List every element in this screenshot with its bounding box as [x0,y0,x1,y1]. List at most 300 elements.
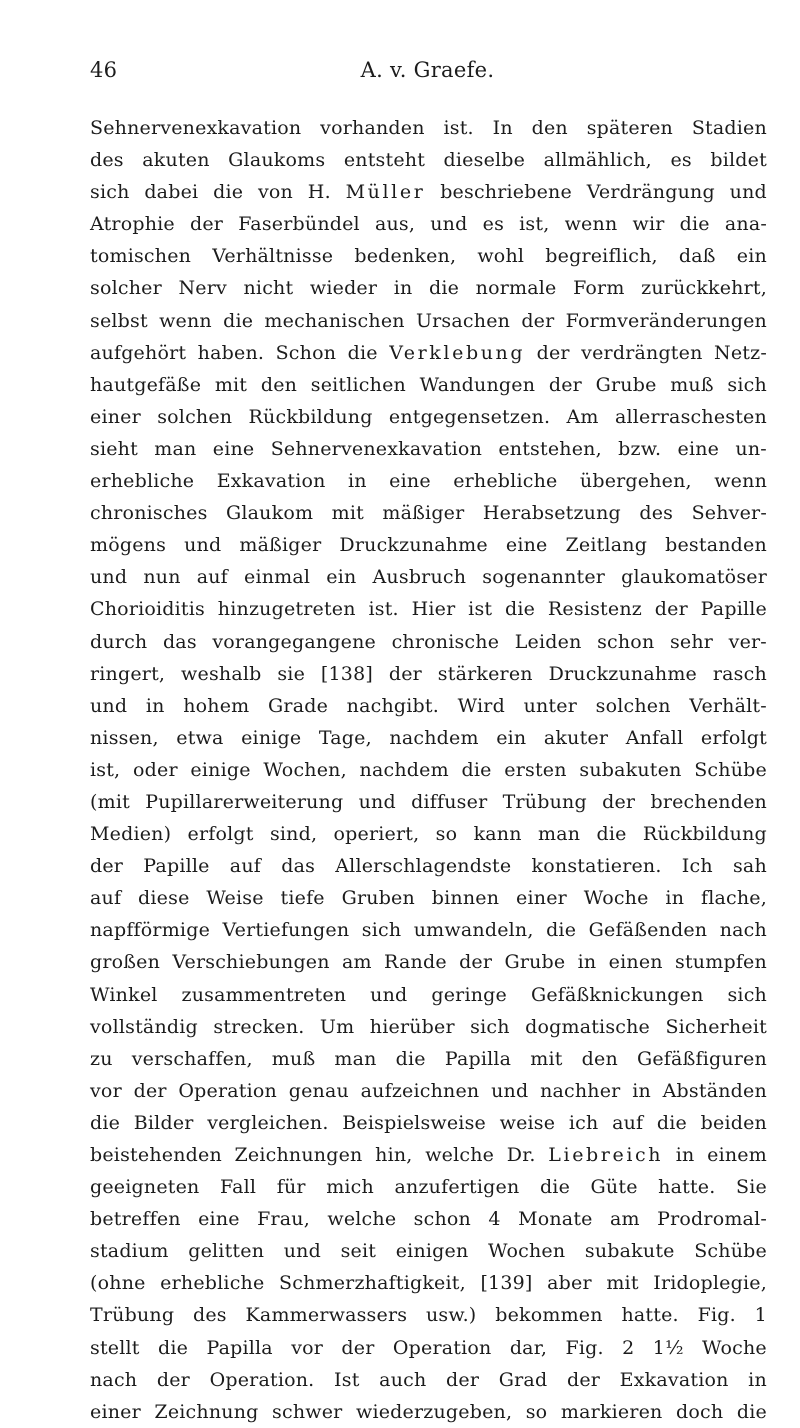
word: einen [608,951,663,974]
word: 1½ [652,1336,684,1359]
word: akuten [142,149,210,172]
word: und [184,534,222,557]
word: Verschiebungen [172,951,330,974]
word: ist. [368,598,399,621]
word: sehr [669,630,714,653]
word: selbst [90,309,148,332]
word: und [90,694,128,717]
word: Ich [681,855,713,878]
word: der [654,598,688,621]
word: vorhanden [320,117,425,139]
word: bedenken, [354,245,457,268]
word: Operation [392,1336,492,1359]
word: sie [277,662,306,685]
word: Güte [590,1176,638,1199]
text-line [90,1299,767,1331]
word: gelitten [188,1240,265,1263]
text-line [90,882,767,914]
word: vergleichen. [207,1111,329,1134]
word: wenn [159,309,212,332]
word: Anfall [625,726,684,749]
word: Gruben [341,887,415,910]
word: und [491,1079,529,1102]
word: genau [288,1079,349,1102]
word: Kammerwassers [245,1304,408,1327]
text-line [90,144,767,176]
word: ein [496,726,527,749]
word: [139] [480,1272,533,1295]
word: napfförmige [90,919,211,942]
word: erhebliche [160,1272,265,1295]
word: bildet [710,149,767,172]
word: die [596,823,627,846]
word: nachgibt. [346,694,439,717]
word: einem [707,1144,767,1166]
word: in [632,1079,651,1102]
word: Gefäßfiguren [636,1047,767,1070]
word: solchen [157,405,233,428]
word: in [748,1368,767,1391]
word: Fig. [697,1304,736,1327]
word: hin, [375,1144,413,1166]
word: geeigneten [90,1176,200,1199]
word: markieren [560,1400,663,1423]
word: eine [389,470,431,493]
word: ist, [90,758,121,781]
word: mit [331,502,364,525]
word: den [260,373,298,396]
word: Ist [334,1368,360,1391]
word: daß [678,245,716,268]
word: wenn [714,470,767,493]
word: In [492,117,513,139]
text-line [90,305,767,337]
word: Stadien [691,117,767,139]
word: Exkavation [619,1368,729,1391]
word: subakute [584,1240,675,1263]
word: Abständen [662,1079,767,1102]
word: hatte. [621,1304,679,1327]
word: mäßiger [239,534,322,557]
word: eine [505,534,548,557]
word: sich [727,983,767,1006]
word: sich [90,181,130,204]
word: Exkavation [216,470,326,493]
word: 1 [754,1304,767,1327]
word: der [536,341,570,364]
word: wohl [477,245,525,268]
word: der [459,951,493,974]
word: aus, [374,213,416,236]
word: doch [676,1400,724,1423]
word: der [446,1368,480,1391]
word: die [546,919,577,942]
word: auf [229,855,261,878]
word: die [213,181,244,204]
word: und [90,566,128,589]
word: mit [530,1047,563,1070]
word: schwer [272,1400,343,1423]
word: erhebliche [90,470,195,493]
word: allmählich, [543,149,652,172]
word: Rande [384,951,447,974]
word: ein [736,245,767,268]
word: die [429,277,460,300]
word: nach [719,919,767,942]
word: ersten [504,758,567,781]
word: ein [326,566,357,589]
word: ich [568,1111,599,1134]
word: muß [670,373,714,396]
text-line [90,979,767,1011]
running-title: A. v. Graefe. [360,58,495,82]
word: rasch [712,662,767,685]
word: Zeichnung [154,1400,259,1423]
word: Schübe [694,758,767,781]
word: Verklebung [389,341,526,364]
word: (mit [90,790,130,813]
word: wieder [309,277,378,300]
word: Grade [268,694,329,717]
word: Wochen [488,1240,566,1263]
word: einige [241,726,302,749]
word: Frau, [257,1208,310,1231]
word: in [665,887,685,910]
text-line [90,1203,767,1235]
word: Schmerzhaftigkeit, [279,1272,466,1295]
word: Am [566,405,599,428]
word: Verdrängung [586,181,715,204]
text-line [90,240,767,272]
word: bestanden [665,534,767,557]
word: man [538,823,581,846]
word: ver- [728,630,767,653]
word: mich [326,1176,374,1199]
text-line [90,337,767,369]
word: Gefäßenden [588,919,708,942]
word: nissen, [90,726,159,749]
word: un- [735,437,767,460]
word: auf [196,566,228,589]
word: Allerschlagendste [335,855,512,878]
word: Rückbildung [248,405,373,428]
word: Glaukom [225,502,314,525]
word: Pupillarerweiterung [145,790,344,813]
word: Atrophie [90,213,175,236]
word: am [342,951,372,974]
word: nach [90,1368,138,1391]
text-line [90,208,767,240]
text-line [90,272,767,304]
word: einige [190,758,251,781]
word: ist [468,598,493,621]
word: dogmatische [525,1015,651,1038]
word: Leiden [514,630,582,653]
word: welche [327,1208,397,1231]
word: Sicherheit [665,1015,767,1038]
word: vor [291,1336,324,1359]
word: zusammentreten [181,983,347,1006]
word: nachdem [389,726,479,749]
word: die [656,1111,687,1134]
word: bzw. [618,437,662,460]
word: und [370,983,408,1006]
word: Prodromal- [657,1208,767,1231]
word: flache, [700,887,767,910]
word: Herabsetzung [482,502,621,525]
word: sich [470,1015,510,1038]
word: Druckzunahme [339,534,488,557]
text-line [90,1171,767,1203]
word: usw.) [425,1304,477,1327]
word: einer [90,1400,141,1423]
word: die [395,1047,426,1070]
word: [138] [320,662,373,685]
word: Faserbündel [238,213,360,236]
word: normale [475,277,557,300]
word: mit [606,1272,639,1295]
word: Wandungen [419,373,536,396]
word: Hier [411,598,456,621]
word: die [736,1400,767,1423]
word: wir [632,213,665,236]
word: des [639,502,674,525]
word: dabei [144,181,199,204]
word: beistehenden [90,1144,222,1166]
word: bekommen [495,1304,603,1327]
word: der [602,790,636,813]
word: Chorioiditis [90,598,205,621]
text-line [90,658,767,690]
word: Zeitlang [565,534,648,557]
word: H. [307,181,331,204]
word: es [670,149,692,172]
word: beiden [700,1111,767,1134]
word: und [430,213,468,236]
word: es [482,213,505,236]
word: Ausbruch [372,566,467,589]
word: einer [516,887,567,910]
word: nicht [243,277,294,300]
word: weshalb [181,662,262,685]
text-line [90,176,767,208]
word: mögens [90,534,167,557]
word: einmal [244,566,311,589]
word: mit [214,373,248,396]
word: kann [473,823,522,846]
word: Druckzunahme [548,662,697,685]
word: Winkel [90,983,158,1006]
word: subakuten [579,758,682,781]
word: späteren [586,117,673,139]
text-line [90,561,767,593]
word: der [388,662,422,685]
word: zurückkehrt, [641,277,767,300]
word: Gefäßknickungen [530,983,704,1006]
word: Sie [736,1176,767,1199]
word: Fall [220,1176,257,1199]
text-line [90,914,767,946]
word: sah [732,855,767,878]
word: nachdem [359,758,449,781]
word: eine [212,437,255,460]
word: Um [319,1015,355,1038]
text-line [90,1396,767,1428]
word: Bilder [133,1111,194,1134]
word: aufzeichnen [360,1079,480,1102]
text-line [90,497,767,529]
word: entsteht [343,149,426,172]
word: dar, [509,1336,548,1359]
word: von [257,181,293,204]
word: Tage, [318,726,372,749]
word: (ohne [90,1272,146,1295]
word: die [679,213,710,236]
word: vollständig [90,1015,198,1038]
word: Monate [518,1208,593,1231]
word: schon [413,1208,471,1231]
word: verdrängten [581,341,703,364]
word: stadium [90,1240,169,1263]
word: etwa [176,726,224,749]
word: aber [547,1272,592,1295]
word: ist. [443,117,474,139]
word: Formveränderungen [565,309,767,332]
word: vorangegangene [212,630,376,653]
word: welche [425,1144,495,1166]
word: Operation [178,1079,277,1102]
word: Trübung [90,1304,175,1327]
word: den [581,1047,618,1070]
text-line [90,529,767,561]
word: einer [90,405,141,428]
word: in [348,470,367,493]
word: ist, [519,213,550,236]
word: wenn [564,213,618,236]
word: Glaukoms [228,149,326,172]
text-line [90,112,767,144]
word: Sehver- [691,502,767,525]
word: mäßiger [382,502,465,525]
text-line [90,1075,767,1107]
word: am [610,1208,640,1231]
word: operiert, [333,823,420,846]
word: hatte. [658,1176,716,1199]
word: für [276,1176,306,1199]
word: wiederzugeben, [355,1400,513,1423]
word: Schon [275,341,337,364]
word: Ursachen [415,309,511,332]
word: Trübung [502,790,587,813]
word: binnen [431,887,500,910]
word: vor [90,1079,122,1102]
word: auch [379,1368,427,1391]
text-line [90,626,767,658]
word: die [461,758,492,781]
word: Form [573,277,625,300]
word: Zeichnungen [234,1144,363,1166]
word: haben. [197,341,265,364]
text-line [90,1043,767,1075]
word: und [358,790,396,813]
word: der [156,1368,190,1391]
text-line [90,1267,767,1299]
word: mechanischen [264,309,405,332]
text-line [90,850,767,882]
word: Grube [504,951,566,974]
word: sieht [90,437,138,460]
word: die [539,1176,571,1199]
text-line [90,465,767,497]
word: unter [523,694,577,717]
word: übergehen, [579,470,692,493]
word: des [90,149,124,172]
word: der [521,309,555,332]
text-line [90,1107,767,1139]
word: hinzugetreten [217,598,356,621]
word: der [133,1079,167,1102]
word: nachher [540,1079,621,1102]
word: nun [143,566,181,589]
word: zu [90,1047,113,1070]
word: in [145,694,165,717]
page-header [90,58,765,90]
word: die [223,309,254,332]
word: muß [271,1047,316,1070]
word: Dr. [506,1144,536,1166]
word: solchen [595,694,671,717]
word: so [435,823,458,846]
body-text [90,112,767,1428]
word: das [162,630,197,653]
word: einigen [395,1240,469,1263]
text-line [90,690,767,722]
word: Sehnervenexkavation [90,117,302,139]
word: Grad [498,1368,548,1391]
word: der [566,1368,601,1391]
word: ana- [724,213,767,236]
word: die [505,598,536,621]
word: glaukomatöser [621,566,767,589]
word: Operation. [209,1368,315,1391]
word: und [283,1240,321,1263]
word: umwandeln, [413,919,534,942]
word: auf [90,887,122,910]
word: so [525,1400,548,1423]
word: sind, [269,823,318,846]
word: seitlichen [310,373,406,396]
text-line [90,1011,767,1043]
word: chronische [391,630,500,653]
word: solcher [90,277,162,300]
word: chronisches [90,502,208,525]
word: und [729,181,767,204]
word: 4 [488,1208,501,1231]
word: sich [727,373,767,396]
word: diffuser [411,790,488,813]
word: Wochen, [263,758,347,781]
word: 2 [622,1336,635,1359]
word: erhebliche [453,470,558,493]
word: in [393,277,413,300]
word: der [190,213,224,236]
word: Woche [702,1336,767,1359]
word: dieselbe [443,149,526,172]
word: eine [677,437,720,460]
word: Grube [595,373,657,396]
word: konstatieren. [531,855,662,878]
word: hohem [183,694,250,717]
